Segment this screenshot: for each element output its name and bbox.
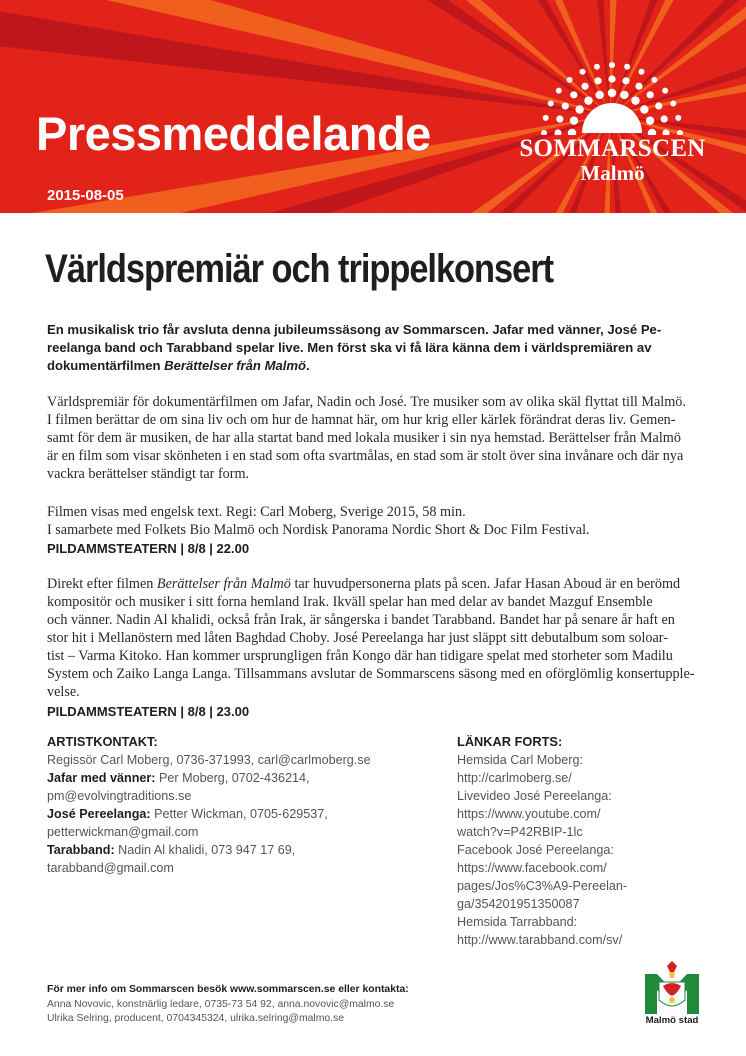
body-line: Världspremiär för dokumentärfilmen om Jafar, Nadin och José. Tre musiker som av olika skäl flyttat till Malmö.: [47, 394, 686, 410]
link-label: Livevideo José Pereelanga:: [457, 789, 612, 803]
contact-label: Tarabband:: [47, 843, 115, 857]
body-line: velse.: [47, 684, 80, 700]
body-line: kompositör och musiker i sitt forna hemland Irak. Ikväll spelar han med delar av bandet Mazguf Ensemble: [47, 594, 653, 610]
links-title: LÄNKAR FORTS:: [457, 734, 563, 749]
body-line: stor hit i Mellanöstern med låten Baghdad Choby. José Pereelanga har just släppt sitt debutalbum som soloar-: [47, 630, 668, 646]
link-url[interactable]: http://www.tarabband.com/sv/: [457, 933, 623, 947]
logo-name: SOMMARSCEN: [519, 135, 706, 162]
sun-icon: [505, 55, 720, 135]
contact-email: petterwickman@gmail.com: [47, 825, 199, 839]
contact-email: pm@evolvingtraditions.se: [47, 789, 192, 803]
body-line: är en film som visar skönheten i en stad som ofta svartmålas, en stad som är stolt över sina invånare och där nya: [47, 448, 684, 464]
link-label: Hemsida Carl Moberg:: [457, 753, 583, 767]
link-url[interactable]: pages/Jos%C3%A9-Pereelan-: [457, 879, 628, 893]
lead-text: dokumentärfilmen: [47, 358, 165, 373]
film-info-paragraph: [47, 503, 707, 539]
body-line: tist – Varma Kitoko. Han kommer ursprungligen från Kongo där han tidigare spelat med storheter som Madilu: [47, 648, 673, 664]
contact-text: Nadin Al khalidi, 073 947 17 69,: [114, 843, 296, 857]
intro-paragraph: [47, 393, 707, 483]
contacts-title: ARTISTKONTAKT:: [47, 734, 158, 749]
body-text: tar huvudpersonerna plats på scen. Jafar Hasan Aboud är en berömd: [290, 576, 681, 592]
links-section: [457, 733, 697, 949]
malmo-stad-label: Malmö stad: [645, 1015, 699, 1026]
film-title: Berättelser från Malmö: [164, 358, 307, 373]
link-url[interactable]: https://www.youtube.com/: [457, 807, 601, 821]
lead-text: .: [306, 358, 310, 373]
contact-line: [47, 769, 387, 787]
body-line: [47, 575, 707, 593]
sommarscen-logo: [505, 55, 720, 190]
venue-time-1: PILDAMMSTEATERN | 8/8 | 22.00: [47, 541, 250, 556]
footer-info: [47, 983, 607, 1027]
link-url[interactable]: ga/354201951350087: [457, 897, 580, 911]
footer-contact: Ulrika Selring, producent, 0704345324, ulrika.selring@malmo.se: [47, 1013, 345, 1024]
lead-line: En musikalisk trio får avsluta denna jubileumssäsong av Sommarscen. Jafar med vänner, José Pe-: [47, 322, 662, 337]
link-url[interactable]: https://www.facebook.com/: [457, 861, 607, 875]
lead-paragraph: [47, 321, 702, 375]
body-line: System och Zaiko Langa Langa. Tillsammans avslutar de Sommarscens säsong med en oförglömlig konsertupple-: [47, 666, 695, 682]
contact-email: tarabband@gmail.com: [47, 861, 174, 875]
contact-line: Regissör Carl Moberg, 0736-371993, carl@carlmoberg.se: [47, 753, 371, 767]
contact-line: [47, 841, 387, 859]
headline: Världspremiär och trippelkonsert: [45, 247, 553, 291]
contact-text: Per Moberg, 0702-436214,: [155, 771, 310, 785]
concert-paragraph: [47, 575, 707, 701]
link-label: Hemsida Tarrabband:: [457, 915, 578, 929]
body-line: och vänner. Nadin Al khalidi, också från Irak, är sångerska i bandet Tarabband. Bandet har på senare år haft en: [47, 612, 675, 628]
film-title: Berättelser från Malmö: [156, 576, 291, 592]
contact-label: Jafar med vänner:: [47, 771, 156, 785]
banner-title: Pressmeddelande: [36, 107, 431, 160]
venue-time-2: PILDAMMSTEATERN | 8/8 | 23.00: [47, 704, 250, 719]
link-label: Facebook José Pereelanga:: [457, 843, 614, 857]
contact-line: [47, 805, 387, 823]
header-banner: [0, 0, 746, 213]
body-text: Direkt efter filmen: [47, 576, 157, 592]
logo-city: Malmö: [580, 161, 645, 185]
release-date: 2015-08-05: [47, 187, 124, 204]
artist-contacts: [47, 733, 387, 877]
footer-title: För mer info om Sommarscen besök www.sommarscen.se eller kontakta:: [47, 984, 409, 995]
contact-label: José Pereelanga:: [47, 807, 151, 821]
footer-contact: Anna Novovic, konstnärlig ledare, 0735-73 54 92, anna.novovic@malmo.se: [47, 998, 395, 1010]
contact-text: Petter Wickman, 0705-629537,: [150, 807, 328, 821]
body-line: I filmen berättar de om sina liv och om hur de hamnat här, om hur krig eller kärlek förändrat deras liv. Gemen-: [47, 412, 676, 428]
lead-line: reelanga band och Tarabband spelar live. Men först ska vi få lära känna dem i världspremiären av: [47, 340, 652, 355]
body-line: vackra berättelser ständigt tar form.: [47, 466, 250, 482]
lead-line: [47, 357, 702, 375]
link-url[interactable]: watch?v=P42RBIP-1lc: [457, 825, 583, 839]
body-line: Filmen visas med engelsk text. Regi: Carl Moberg, Sverige 2015, 58 min.: [47, 504, 466, 520]
body-line: I samarbete med Folkets Bio Malmö och Nordisk Panorama Nordic Short & Doc Film Festival.: [47, 522, 590, 538]
link-url[interactable]: http://carlmoberg.se/: [457, 771, 572, 785]
body-line: samt för dem är musiken, de har alla startat band med lokala musiker i sin nya hemstad. Berättelser från Malmö: [47, 430, 681, 446]
